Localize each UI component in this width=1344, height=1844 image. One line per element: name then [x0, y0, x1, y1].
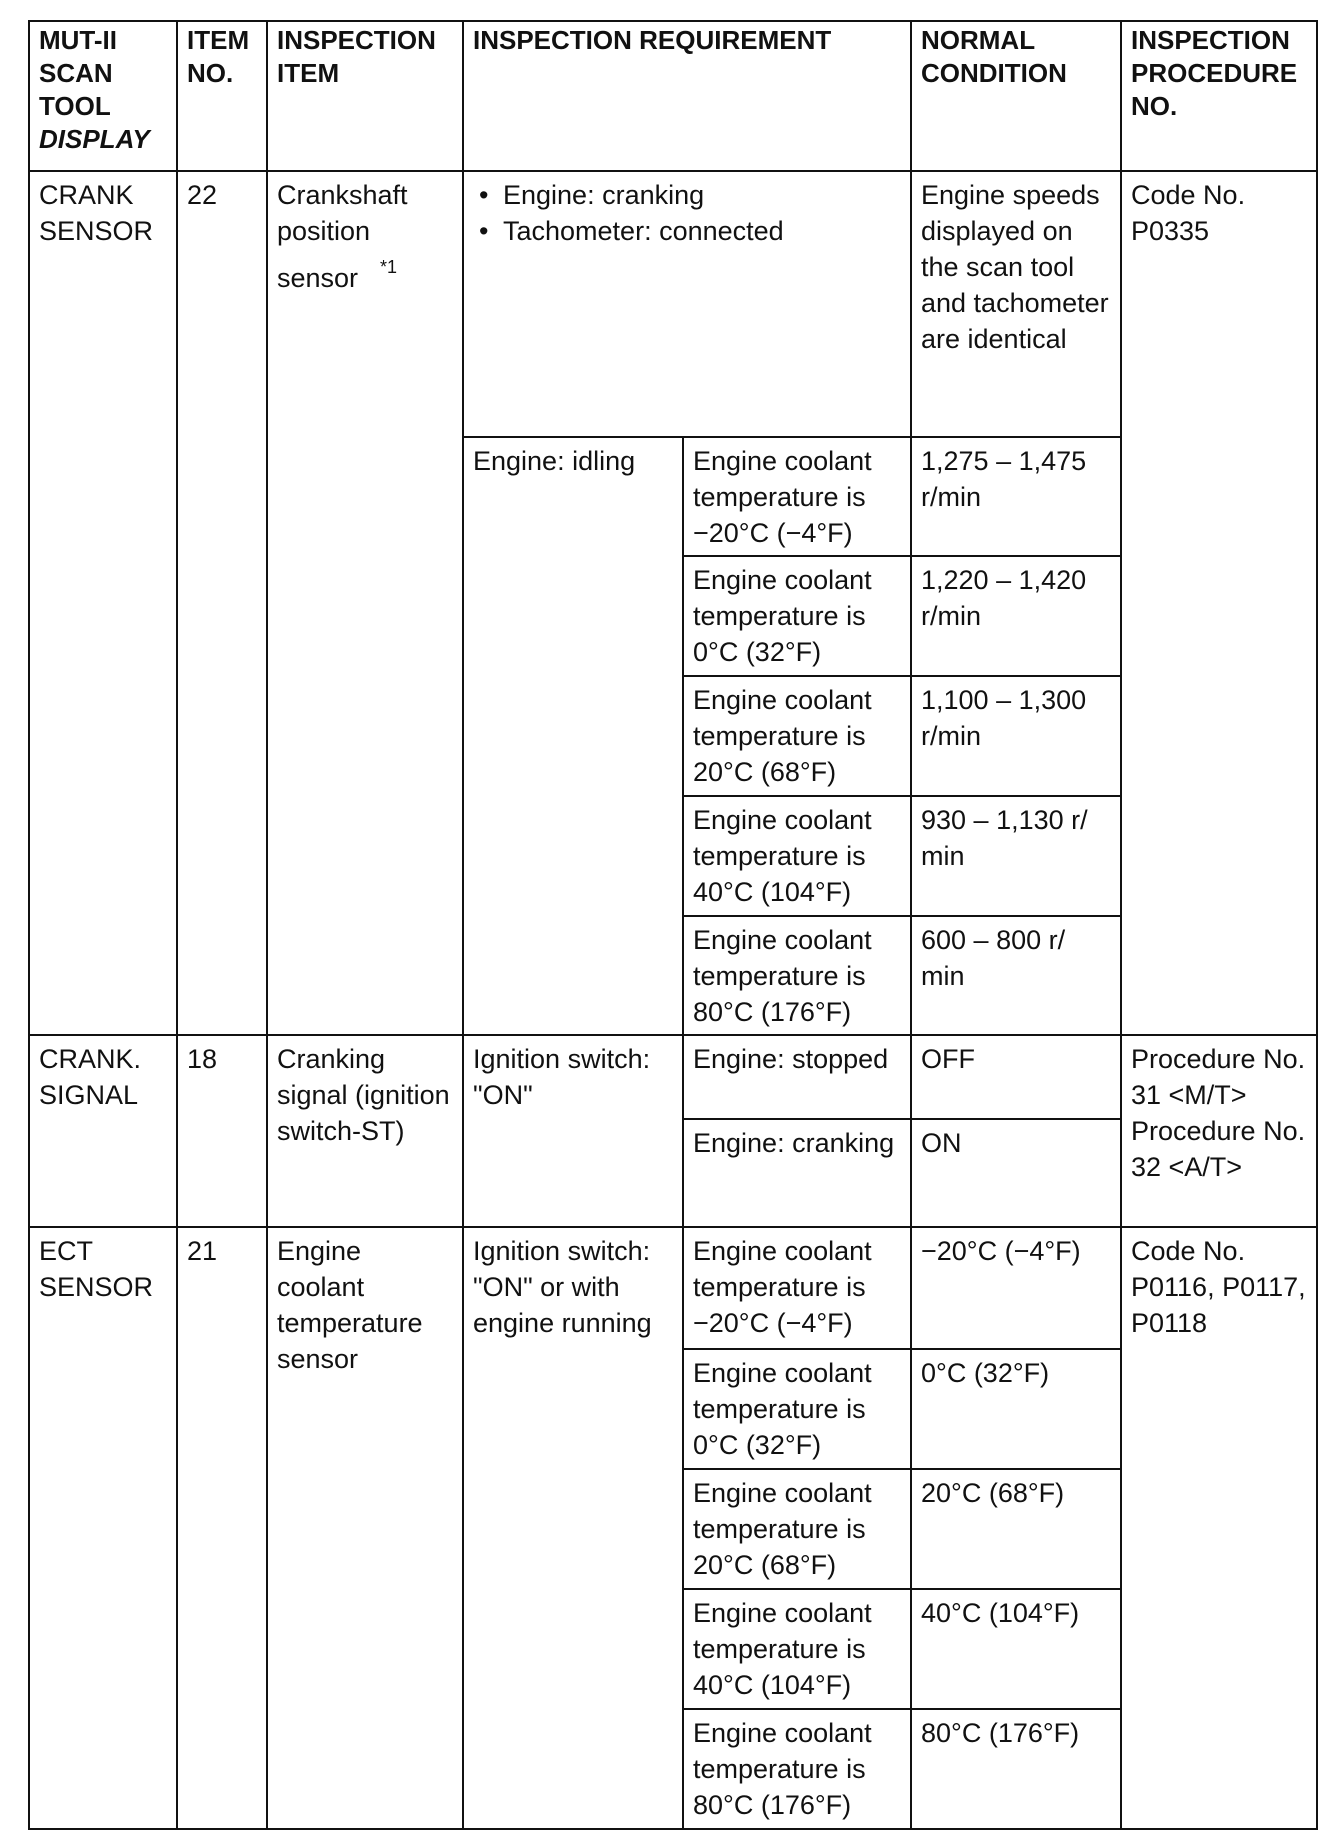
crank-signal-requirement: Ignition switch: "ON" — [463, 1035, 683, 1227]
list-item: • Tachometer: connected — [473, 213, 902, 249]
list-item: • Engine: cranking — [473, 177, 902, 213]
ect-sensor-item: Engine coolant temperature sensor — [267, 1227, 463, 1829]
header-inspection-requirement: INSPECTION REQUIREMENT — [463, 21, 911, 171]
crank-signal-procedure: Procedure No. 31 <M/T> Procedure No. 32 <A/T> — [1121, 1035, 1317, 1227]
header-row — [29, 21, 1317, 171]
table-row — [29, 1035, 1317, 1119]
condition-cell: Engine: cranking — [683, 1119, 911, 1227]
header-normal-condition: NORMAL CONDITION — [911, 21, 1121, 171]
crank-sensor-display: CRANK SENSOR — [29, 171, 177, 1035]
header-item-no: ITEM NO. — [177, 21, 267, 171]
condition-cell: Engine coolant temperature is 0°C (32°F) — [683, 1349, 911, 1469]
normal-cell: 1,275 – 1,475 r/min — [911, 437, 1121, 556]
normal-cell: 1,100 – 1,300 r/min — [911, 676, 1121, 796]
crank-sensor-idle-condition: Engine: idling — [463, 437, 683, 1035]
crank-sensor-procedure: Code No. P0335 — [1121, 171, 1317, 1035]
table-row — [29, 1227, 1317, 1349]
ect-sensor-item-no: 21 — [177, 1227, 267, 1829]
crank-sensor-item: Crankshaft position sensor $^{*1}$ — [267, 171, 463, 1035]
normal-cell: 930 – 1,130 r/ min — [911, 796, 1121, 916]
condition-cell: Engine: stopped — [683, 1035, 911, 1119]
condition-cell: Engine coolant temperature is 40°C (104°F) — [683, 796, 911, 916]
condition-cell: Engine coolant temperature is 40°C (104°F) — [683, 1589, 911, 1709]
condition-cell: Engine coolant temperature is −20°C (−4°F) — [683, 1227, 911, 1349]
normal-cell: 600 – 800 r/ min — [911, 916, 1121, 1035]
normal-cell: 0°C (32°F) — [911, 1349, 1121, 1469]
table-row — [29, 171, 1317, 437]
crank-sensor-item-no: 22 — [177, 171, 267, 1035]
ect-sensor-requirement: Ignition switch: "ON" or with engine running — [463, 1227, 683, 1829]
condition-cell: Engine coolant temperature is 20°C (68°F) — [683, 1469, 911, 1589]
condition-cell: Engine coolant temperature is 20°C (68°F) — [683, 676, 911, 796]
condition-cell: Engine coolant temperature is 0°C (32°F) — [683, 556, 911, 676]
header-inspection-item: INSPECTION ITEM — [267, 21, 463, 171]
condition-cell: Engine coolant temperature is 80°C (176°F) — [683, 916, 911, 1035]
crank-signal-display: CRANK. SIGNAL — [29, 1035, 177, 1227]
condition-cell: Engine coolant temperature is 80°C (176°F) — [683, 1709, 911, 1829]
normal-cell: OFF — [911, 1035, 1121, 1119]
crank-sensor-cranking-normal: Engine speeds displayed on the scan tool and tachometer are identical — [911, 171, 1121, 437]
normal-cell: 40°C (104°F) — [911, 1589, 1121, 1709]
inspection-table — [28, 20, 1318, 1830]
crank-signal-item: Cranking signal (ignition switch-ST) — [267, 1035, 463, 1227]
condition-cell: Engine coolant temperature is −20°C (−4°F) — [683, 437, 911, 556]
footnote-marker: *1 — [380, 257, 398, 277]
normal-cell: ON — [911, 1119, 1121, 1227]
normal-cell: −20°C (−4°F) — [911, 1227, 1121, 1349]
inspection-table-page — [28, 20, 1316, 1830]
normal-cell: 20°C (68°F) — [911, 1469, 1121, 1589]
header-scan-tool-display: MUT-II SCAN TOOL DISPLAY — [29, 21, 177, 171]
ect-sensor-display: ECT SENSOR — [29, 1227, 177, 1829]
crank-signal-item-no: 18 — [177, 1035, 267, 1227]
ect-sensor-procedure: Code No. P0116, P0117, P0118 — [1121, 1227, 1317, 1829]
header-procedure-no: INSPECTION PROCEDURE NO. — [1121, 21, 1317, 171]
crank-sensor-requirement — [463, 171, 911, 437]
normal-cell: 80°C (176°F) — [911, 1709, 1121, 1829]
normal-cell: 1,220 – 1,420 r/min — [911, 556, 1121, 676]
